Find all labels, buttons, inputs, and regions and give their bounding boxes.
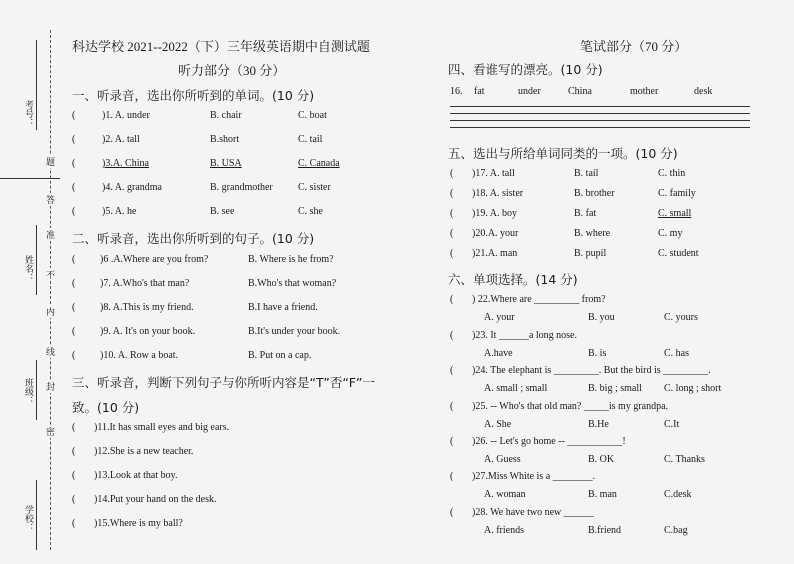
option-c: C. thin: [658, 168, 686, 179]
answer-bracket[interactable]: (: [450, 507, 454, 518]
answer-bracket[interactable]: (: [72, 278, 76, 289]
option-b: B. see: [210, 206, 235, 217]
option-a: )10. A. Row a boat.: [100, 350, 179, 361]
option-c: C.bag: [664, 525, 688, 536]
name-label: 姓名：: [23, 255, 33, 282]
seal-char: 封: [46, 380, 55, 393]
option-a: A. small ; small: [484, 383, 548, 394]
option-a: A. your: [484, 312, 515, 323]
name-line: [36, 225, 37, 295]
answer-bracket[interactable]: (: [72, 494, 76, 505]
binding-margin: [0, 0, 60, 564]
option-b: B.I have a friend.: [248, 302, 318, 313]
school-line: [36, 480, 37, 550]
answer-bracket[interactable]: (: [450, 228, 454, 239]
exam-number-label: 考号：: [23, 100, 33, 127]
answer-bracket[interactable]: (: [72, 518, 76, 529]
question-stem: )25. -- Who's that old man? _____is my grandpa.: [472, 401, 669, 412]
seal-char: 准: [46, 228, 55, 241]
answer-bracket[interactable]: (: [72, 350, 76, 361]
option-c: C.desk: [664, 489, 692, 500]
option-b: B. Put on a cap.: [248, 350, 312, 361]
option-a: )20.A. your: [472, 228, 519, 239]
option-c: C. Canada: [298, 158, 340, 169]
option-b: B. you: [588, 312, 615, 323]
exam-number-line: [36, 40, 37, 130]
option-a: A. friends: [484, 525, 524, 536]
option-b: B. OK: [588, 454, 615, 465]
writing-line[interactable]: [450, 127, 750, 128]
option-b: B.short: [210, 134, 240, 145]
question-number: 16.: [450, 86, 463, 97]
seal-char: 密: [46, 425, 55, 438]
class-label: 班级：: [23, 378, 33, 405]
option-c: C. boat: [298, 110, 327, 121]
option-a: )1. A. under: [102, 110, 150, 121]
option-a: A.have: [484, 348, 513, 359]
answer-bracket[interactable]: (: [72, 326, 76, 337]
answer-bracket[interactable]: (: [450, 248, 454, 259]
section-1-heading: 一、听录音，选出你所听到的单词。(10 分): [72, 88, 315, 103]
question-stem: )28. We have two new ______: [472, 507, 594, 518]
section-2-heading: 二、听录音，选出你所听到的句子。(10 分): [72, 231, 315, 246]
copy-word: fat: [474, 86, 485, 97]
answer-bracket[interactable]: (: [72, 158, 76, 169]
answer-bracket[interactable]: (: [72, 206, 76, 217]
option-a: )17. A. tall: [472, 168, 515, 179]
seal-char: 线: [46, 345, 55, 358]
copy-word: China: [568, 86, 592, 97]
answer-bracket[interactable]: (: [450, 330, 454, 341]
answer-bracket[interactable]: (: [72, 134, 76, 145]
option-c: C. she: [298, 206, 323, 217]
option-a: A. She: [484, 419, 512, 430]
copy-word: desk: [694, 86, 713, 97]
option-b: B. Where is he from?: [248, 254, 334, 265]
option-a: )21.A. man: [472, 248, 518, 259]
answer-bracket[interactable]: (: [450, 168, 454, 179]
written-title: 笔试部分（70 分）: [580, 39, 688, 54]
option-b: B.Who's that woman?: [248, 278, 337, 289]
option-b: B.It's under your book.: [248, 326, 341, 337]
option-a: )4. A. grandma: [102, 182, 162, 193]
writing-line[interactable]: [450, 106, 750, 107]
option-c: C. yours: [664, 312, 698, 323]
section-5-heading: 五、选出与所给单词同类的一项。(10 分): [448, 146, 678, 161]
option-a: )19. A. boy: [472, 208, 517, 219]
answer-bracket[interactable]: (: [450, 208, 454, 219]
option-c: C. Thanks: [664, 454, 705, 465]
option-a: )8. A.This is my friend.: [100, 302, 194, 313]
answer-bracket[interactable]: (: [450, 471, 454, 482]
option-b: B. pupil: [574, 248, 607, 259]
answer-bracket[interactable]: (: [450, 365, 454, 376]
option-b: B. tail: [574, 168, 599, 179]
seal-char: 内: [46, 305, 55, 318]
copy-word: under: [518, 86, 541, 97]
question-stem: )26. -- Let's go home -- ___________!: [472, 436, 626, 447]
option-a: )9. A. It's on your book.: [100, 326, 196, 337]
option-b: B. where: [574, 228, 611, 239]
answer-bracket[interactable]: (: [450, 294, 454, 305]
answer-bracket[interactable]: (: [450, 401, 454, 412]
option-b: B. man: [588, 489, 617, 500]
option-b: B. big ; small: [588, 383, 642, 394]
option-c: C. tail: [298, 134, 323, 145]
statement: )14.Put your hand on the desk.: [94, 494, 217, 505]
question-stem: )23. It ______a long nose.: [472, 330, 577, 341]
question-stem: )27.Miss White is a ________.: [472, 471, 596, 482]
option-a: )5. A. he: [102, 206, 137, 217]
answer-bracket[interactable]: (: [450, 436, 454, 447]
option-a: A. woman: [484, 489, 526, 500]
option-c: C. sister: [298, 182, 331, 193]
seal-line: [50, 30, 51, 550]
option-a: )18. A. sister: [472, 188, 524, 199]
answer-bracket[interactable]: (: [72, 470, 76, 481]
answer-bracket[interactable]: (: [72, 446, 76, 457]
answer-bracket[interactable]: (: [450, 188, 454, 199]
answer-bracket[interactable]: (: [72, 302, 76, 313]
answer-bracket[interactable]: (: [72, 182, 76, 193]
option-a: )2. A. tall: [102, 134, 140, 145]
section-3-heading: 三、听录音，判断下列句子与你所听内容是“T”否“F”一: [72, 375, 375, 390]
option-c: C.It: [664, 419, 680, 430]
statement: )11.It has small eyes and big ears.: [94, 422, 230, 433]
statement: )15.Where is my ball?: [94, 518, 183, 529]
class-line: [36, 360, 37, 420]
answer-bracket[interactable]: (: [72, 254, 76, 265]
option-c: C. small: [658, 208, 692, 219]
option-a: )3.A. China: [102, 158, 149, 169]
section-4-heading: 四、看谁写的漂亮。(10 分): [448, 62, 603, 77]
option-c: C. has: [664, 348, 689, 359]
statement: )13.Look at that boy.: [94, 470, 178, 481]
option-b: B. chair: [210, 110, 242, 121]
option-b: B.friend: [588, 525, 622, 536]
seal-char: 不: [46, 268, 55, 281]
option-c: C. long ; short: [664, 383, 722, 394]
question-stem: )24. The elephant is _________. But the bird is _________.: [472, 365, 711, 376]
answer-bracket[interactable]: (: [72, 422, 76, 433]
option-a: A. Guess: [484, 454, 521, 465]
option-a: )7. A.Who's that man?: [100, 278, 190, 289]
writing-line[interactable]: [450, 120, 750, 121]
fold-line: [0, 178, 60, 179]
section-6-heading: 六、单项选择。(14 分): [448, 272, 578, 287]
section-3-heading-cont: 致。(10 分): [72, 400, 140, 415]
option-b: B. grandmother: [210, 182, 273, 193]
option-b: B. is: [588, 348, 607, 359]
option-b: B. brother: [574, 188, 615, 199]
option-c: C. family: [658, 188, 696, 199]
option-a: )6 .A.Where are you from?: [100, 254, 209, 265]
question-stem: ) 22.Where are _________ from?: [472, 294, 606, 305]
listening-subtitle: 听力部分（30 分）: [178, 63, 286, 78]
seal-char: 答: [46, 193, 55, 206]
option-b: B.He: [588, 419, 609, 430]
seal-char: 题: [46, 155, 55, 168]
option-b: B. fat: [574, 208, 597, 219]
option-b: B. USA: [210, 158, 242, 169]
option-c: C. student: [658, 248, 699, 259]
writing-line[interactable]: [450, 113, 750, 114]
exam-title: 科达学校 2021--2022（下）三年级英语期中自测试题: [72, 39, 370, 54]
school-label: 学校：: [23, 505, 33, 532]
option-c: C. my: [658, 228, 683, 239]
statement: )12.She is a new teacher.: [94, 446, 194, 457]
answer-bracket[interactable]: (: [72, 110, 76, 121]
copy-word: mother: [630, 86, 659, 97]
